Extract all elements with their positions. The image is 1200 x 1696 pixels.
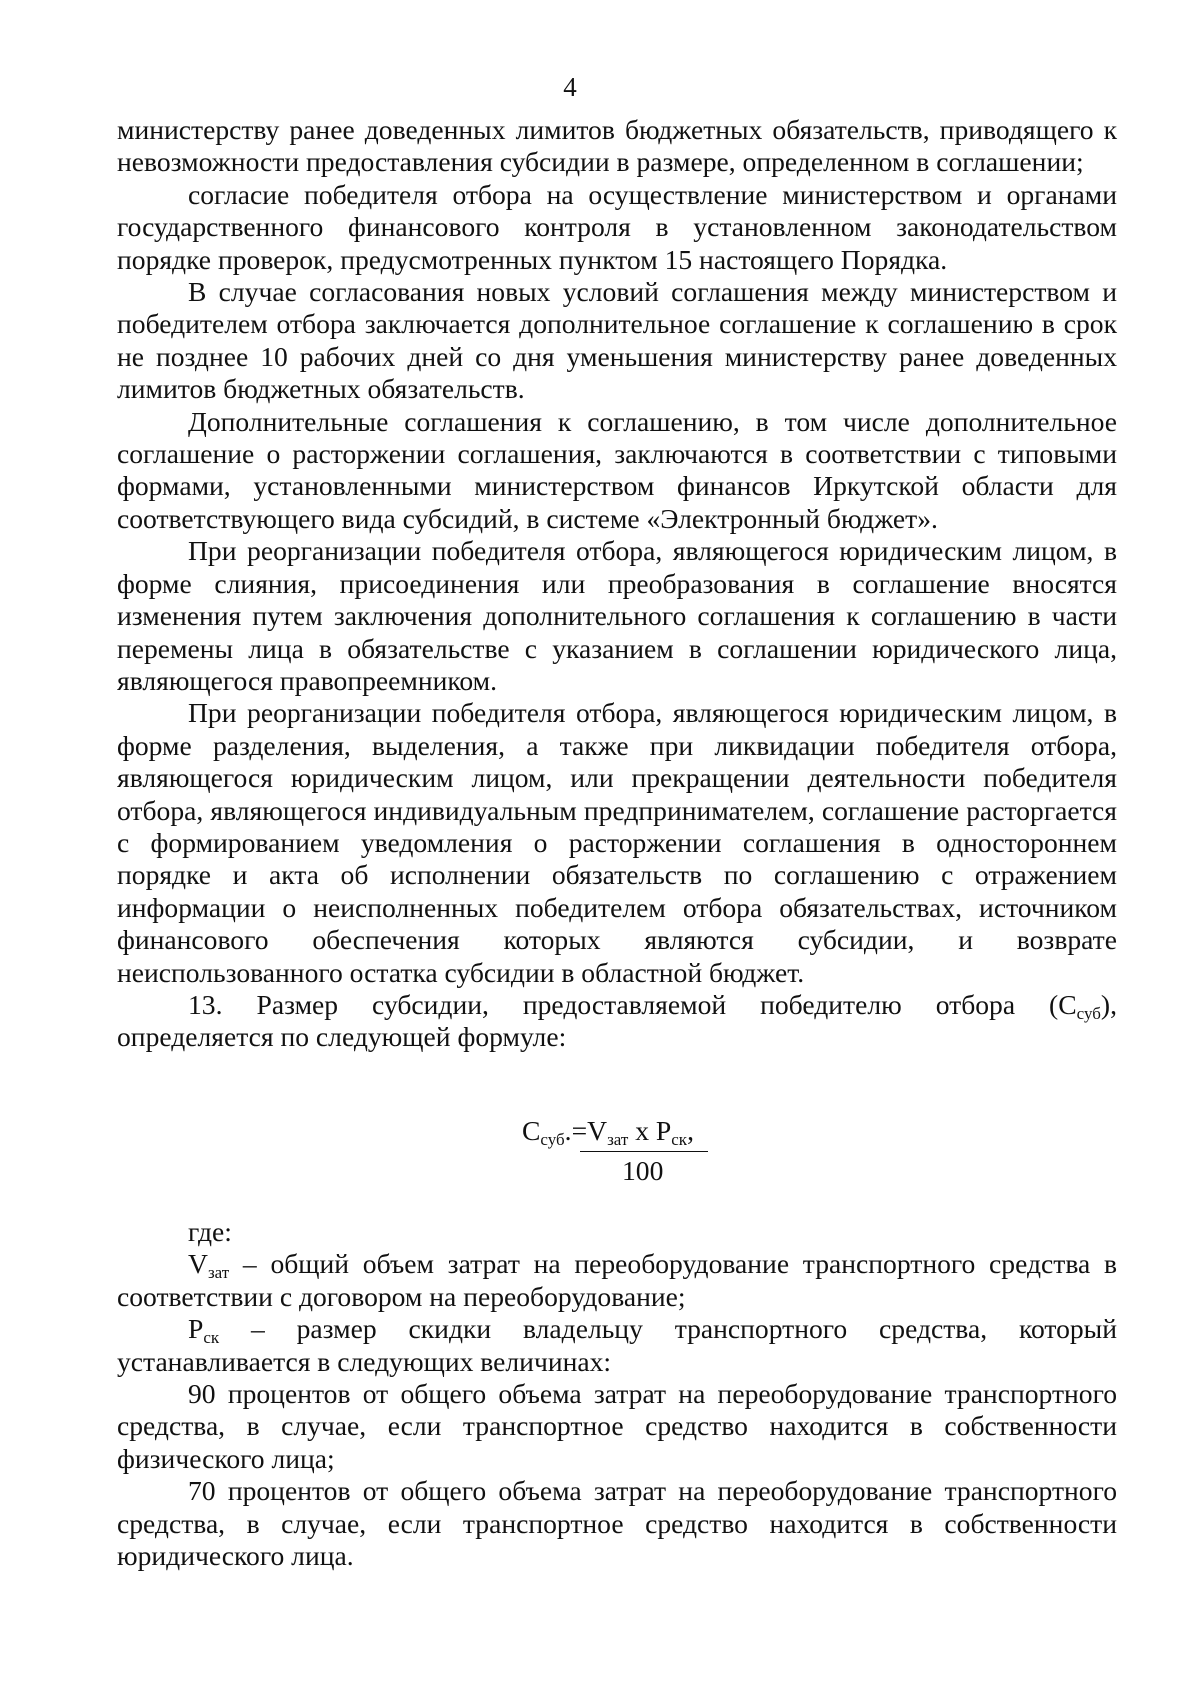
subscript: суб: [1076, 1003, 1101, 1023]
formula-comma: ,: [687, 1115, 694, 1146]
subscript: зат: [207, 1263, 230, 1283]
formula-denominator: 100: [622, 1155, 664, 1186]
subscript: ск: [203, 1328, 220, 1348]
paragraph: министерству ранее доведенных лимитов бюджетных обязательств, приводящего к невозможности предоставления субсидии в размере, определенном в соглашении;: [117, 114, 1117, 178]
formula-numerator: [522, 1115, 732, 1147]
formula-symbol-v: V: [587, 1115, 608, 1146]
definition-v: [117, 1248, 1117, 1313]
paragraph: В случае согласования новых условий соглашения между министерством и победителем отбора заключается дополнительное соглашение к соглашению в срок не позднее 10 рабочих дней со дня уменьшения министерству ранее доведенных лимитов бюджетных обязательств.: [117, 276, 1117, 405]
paragraph: Дополнительные соглашения к соглашению, в том числе дополнительное соглашение о расторжении соглашения, заключаются в соответствии с типовыми формами, установленными министерством финансов Иркутской области для соответствующего вида субсидий, в системе «Электронный бюджет».: [117, 405, 1117, 534]
definition-p: [117, 1313, 1117, 1378]
formula-dot: .: [564, 1115, 572, 1146]
paragraph: согласие победителя отбора на осуществление министерством и органами государственного финансового контроля в установленном законодательством порядке проверок, предусмотренных пунктом 15 настоящего Порядка.: [117, 178, 1117, 275]
formula-equals: =: [571, 1115, 588, 1146]
document-body: [117, 114, 1117, 1054]
formula-definitions: [117, 1216, 1117, 1572]
subsidy-formula: [522, 1115, 732, 1186]
item-13-paragraph: [117, 989, 1117, 1054]
formula-symbol-p: Р: [655, 1115, 672, 1146]
subscript: зат: [607, 1130, 629, 1149]
formula-times: х: [628, 1115, 656, 1146]
paragraph: При реорганизации победителя отбора, являющегося юридическим лицом, в форме слияния, присоединения или преобразования в соглашение вносятся изменения путем заключения дополнительного соглашения к соглашению в части перемены лица в обязательстве с указанием в соглашении юридического лица, являющегося правопреемником.: [117, 535, 1117, 696]
definition-text: – размер скидки владельцу транспортного средства, который устанавливается в следующих величинах:: [117, 1313, 1117, 1377]
symbol-v: V: [188, 1248, 208, 1280]
paragraph: При реорганизации победителя отбора, являющегося юридическим лицом, в форме разделения, выделения, а также при ликвидации победителя отбора, являющегося юридическим лицом, или прекращении деятельности победителя отбора, являющегося индивидуальным предпринимателем, соглашение расторгается с формированием уведомления о расторжении соглашения в одностороннем порядке и акта об исполнении обязательств по соглашению с отражением информации о неисполненных победителем отбора обязательствах, источником финансового обеспечения которых являются субсидии, и возврате неиспользованного остатка субсидии в областной бюджет.: [117, 697, 1117, 988]
subscript: суб: [540, 1130, 565, 1149]
fraction-line: [580, 1151, 708, 1152]
definition-text: – общий объем затрат на переоборудование транспортного средства в соответствии с договором на переоборудование;: [117, 1248, 1117, 1312]
subscript: ск: [671, 1130, 688, 1149]
item-13-text: 13. Размер субсидии, предоставляемой победителю отбора (С: [188, 988, 1077, 1020]
case-paragraph: 90 процентов от общего объема затрат на переоборудование транспортного средства, в случае, если транспортное средство находится в собственности физического лица;: [117, 1378, 1117, 1474]
where-label: где:: [188, 1216, 232, 1247]
formula-symbol-c: С: [522, 1115, 541, 1146]
case-paragraph: 70 процентов от общего объема затрат на переоборудование транспортного средства, в случае, если транспортное средство находится в собственности юридического лица.: [117, 1475, 1117, 1572]
page-number: 4: [563, 72, 577, 102]
item-13-text-end: ), определяется по следующей формуле:: [117, 988, 1117, 1053]
symbol-p: Р: [188, 1313, 204, 1345]
